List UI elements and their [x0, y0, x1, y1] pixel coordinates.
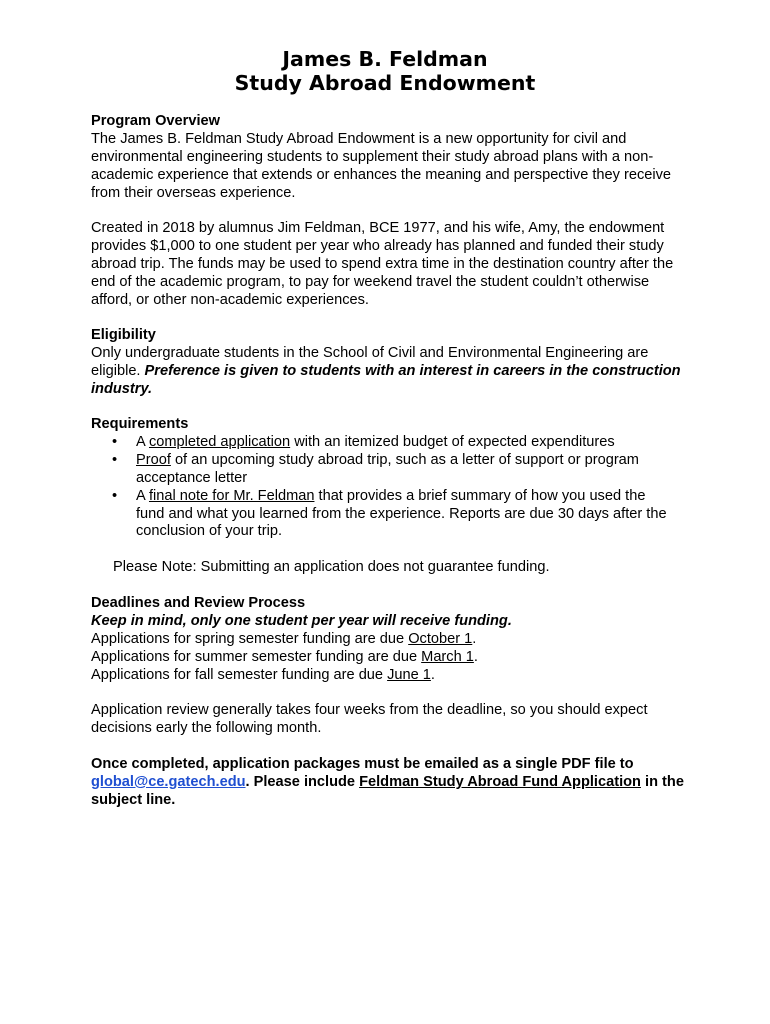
- funding-note: Please Note: Submitting an application does not guarantee funding.: [113, 559, 550, 575]
- submission-paragraph: [91, 756, 691, 810]
- program-overview-paragraph-2-section: [91, 220, 691, 310]
- deadlines-section: [91, 595, 691, 685]
- eligibility-heading: Eligibility: [91, 327, 156, 343]
- review-section: [91, 702, 691, 738]
- completed-application-link[interactable]: completed application: [148, 433, 291, 450]
- submission-text-2: . Please include: [245, 773, 360, 790]
- summer-deadline-date: March 1: [421, 648, 474, 665]
- spring-deadline-date: October 1: [408, 630, 473, 647]
- requirements-list: [91, 434, 691, 541]
- program-overview-section: [91, 113, 691, 203]
- submission-section: [91, 756, 691, 810]
- requirements-heading: Requirements: [91, 416, 189, 432]
- deadlines-heading: Deadlines and Review Process: [91, 595, 306, 611]
- summer-deadline-text: Applications for summer semester funding are due: [91, 648, 422, 665]
- requirement-item: [91, 434, 691, 452]
- requirement-item-text: with an itemized budget of expected expenditures: [290, 433, 615, 450]
- eligibility-text: Only undergraduate students in the School of Civil and Environmental Engineering are eligible.: [91, 344, 649, 379]
- summer-deadline-period: .: [473, 648, 478, 665]
- submission-text-1: Once completed, application packages must be emailed as a single PDF file to: [91, 756, 634, 772]
- requirement-item-text: that provides a brief summary of how you used the fund and what you learned from the experience. Reports are due 30 days after the conclusion of your trip.: [136, 487, 667, 540]
- spring-deadline-text: Applications for spring semester funding are due: [91, 630, 409, 647]
- deadlines-emphasis: Keep in mind, only one student per year will receive funding.: [91, 612, 512, 629]
- requirement-item-prefix: A: [136, 433, 149, 450]
- program-overview-paragraph-2: Created in 2018 by alumnus Jim Feldman, BCE 1977, and his wife, Amy, the endowment provides $1,000 to one student per year who already has planned and funded their study abroad trip. The funds may be used to spend extra time in the destination country after the end of the academic program, to pay for weekend travel the student couldn’t otherwise afford, or other non-academic experiences.: [91, 220, 674, 308]
- bullet-icon: •: [112, 487, 118, 504]
- spring-deadline-period: .: [472, 630, 477, 647]
- document-title-line-1: James B. Feldman: [282, 47, 488, 71]
- funding-note-section: [91, 559, 713, 577]
- email-link[interactable]: global@ce.gatech.edu: [91, 773, 246, 790]
- review-paragraph: Application review generally takes four weeks from the deadline, so you should expect decisions early the following month.: [91, 702, 648, 736]
- program-overview-paragraph: The James B. Feldman Study Abroad Endowment is a new opportunity for civil and environmental engineering students to supplement their study abroad plans with a non-academic experience that extends or enhances the meaning and perspective they receive from their overseas experience.: [91, 130, 672, 201]
- requirements-section: [91, 416, 691, 541]
- submission-text-3: in the subject line.: [91, 773, 684, 808]
- eligibility-paragraph: [91, 345, 691, 399]
- subject-line-text: Feldman Study Abroad Fund Application: [359, 773, 641, 790]
- document-title-line-2: Study Abroad Endowment: [234, 71, 536, 95]
- proof-link[interactable]: Proof: [136, 451, 171, 468]
- requirement-item-text: of an upcoming study abroad trip, such as a letter of support or program acceptance letter: [136, 451, 639, 486]
- fall-deadline-date: June 1: [387, 666, 431, 683]
- spring-deadline: [91, 631, 691, 649]
- eligibility-preference: Preference is given to students with an interest in careers in the construction industry.: [91, 362, 681, 397]
- requirement-item: [91, 488, 691, 542]
- bullet-icon: •: [112, 433, 118, 450]
- fall-deadline-period: .: [430, 666, 435, 683]
- final-note-link[interactable]: final note for Mr. Feldman: [148, 487, 315, 504]
- requirement-item-prefix: A: [136, 487, 149, 504]
- requirement-item: [91, 452, 691, 488]
- summer-deadline: [91, 649, 691, 667]
- bullet-icon: •: [112, 451, 118, 468]
- fall-deadline: [91, 667, 691, 685]
- fall-deadline-text: Applications for fall semester funding are due: [91, 666, 388, 683]
- eligibility-section: [91, 327, 691, 399]
- program-overview-heading: Program Overview: [91, 113, 220, 129]
